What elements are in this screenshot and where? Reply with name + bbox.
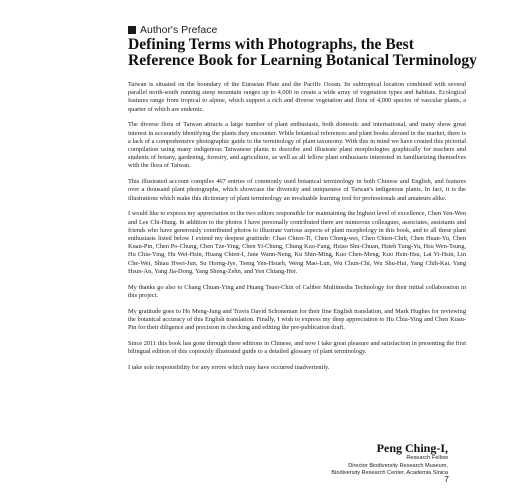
paragraph: Taiwan is situated on the boundary of the Eurasian Plate and the Pacific Ocean. Its subtropical location combined with several parallel north-south running steep mountain ranges up to 4,000 m create a wide array of vegetation types and habitats. Ecological features range from tropical to alpine, which support a rich and diverse vegetation and flora of 4,000 species of vascular plants, a quarter of which are endemic.	[128, 81, 466, 113]
paragraph: I would like to express my appreciation to the two editors responsible for maintaining the highest level of excellence, Chen Yen-Wen and Lee Chi-Hung. In addition to the photos I have personally contributed there are numerous colleagues, associates, assistants and friends who have generously contributed photos to illustrate various aspects of plant morphology in this book, and to all these plant enthusiasts listed below I extend my deepest gratitude: Chao Chien-Ti, Chen Cheng-wei, Chen Chien-Chih, Chen Huan-Yu, Chen Kuan-Pin, Chen Po-Chung, Chen Tze-Ying, Chen Yi-Chung, Chung Kuo-Fang, Hsiao Shu-Chuan, Hsieh Tung-Yu, Hsu Wen-Tsung, Hu Chia-Ying, Hu Wei-Hsin, Huang Chien-I, Jane Wann-Neng, Ku Shin-Ming, Kuo Chen-Meng, Kuo Hsin-Hsu, Lai Yi-Hsin, Lin Che-Wei, Shiau Hwei-Jun, Su Horng-Jye, Tseng Yen-Hsueh, Weng Mao-Lun, Wu Chun-Chi, Wu Shu-Hui, Yang Chih-Kai, Yang Hsun-An, Yang Jia-Dong, Yang Sheng-Zehn, and Yen Chiang-Her.	[128, 210, 466, 275]
paragraph: My gratitude goes to Ho Meng-Jung and Travis David Schoneman for their fine English translation, and Mark Hughes for reviewing the botanical accuracy of this English translation. Finally, I wish to express my deep appreciation to Hu Chia-Ying and Chen Kuan-Pin for their diligence and precision in checking and editing the pre-publication draft.	[128, 307, 466, 332]
paragraph: This illustrated account compiles 467 entries of commonly used botanical terminology in both Chinese and English, and features over a thousand plant photographs, which showcase the diversity and uniqueness of Taiwan's indigenous plants. In fact, it is the illustrations which make this dictionary of plant terminology an invaluable learning tool for professionals and amateurs alike.	[128, 178, 466, 202]
author-name: Peng Ching-I,	[376, 441, 448, 455]
section-label	[128, 24, 217, 36]
paragraph: Since 2011 this book has gone through three editions in Chinese, and now I take great pleasure and satisfaction in presenting the first bilingual edition of this copiously illustrated guide to a detailed glossary of plant terminology.	[128, 339, 466, 356]
author-position: Director Biodiversity Research Museum,	[348, 462, 448, 469]
title-line-2: Reference Book for Learning Botanical Terminology	[128, 52, 477, 69]
paragraph: I take sole responsibility for any errors which may have occurred inadvertently.	[128, 363, 330, 371]
paragraph: My thanks go also to Chang Chuan-Ying and Huang Tsuei-Chin of Caliber Multimedia Technology for their initial collaboration in this project.	[128, 283, 466, 299]
paragraph: The diverse flora of Taiwan attracts a large number of plant enthusiasts, both domestic and international, and many show great interest in accurately identifying the plants they encounter. While botanical references and plant books abound in the market, there is a lack of a comprehensive photographic guide to the terminology of plant taxonomy. With this in mind we have created this pictorial compilation using many indigenous Taiwanese plants to describe and illustrate plant morphologies graphically for teachers and students of botany, gardening, forestry, and agriculture, as well as all fellow plant enthusiasts interested in familiarizing themselves with the flora of Taiwan.	[128, 121, 466, 170]
page-number: 7	[444, 474, 449, 484]
title-line-1: Defining Terms with Photographs, the Best	[128, 36, 414, 53]
preface-body	[128, 81, 466, 380]
signature-block	[188, 442, 448, 478]
section-marker-icon	[128, 26, 136, 34]
section-label-text: Author's Preface	[140, 24, 218, 36]
page-title	[128, 37, 478, 69]
author-affiliation: Biodiversity Research Center, Academia Sinica	[331, 470, 448, 477]
author-title: Research Fellow	[406, 455, 448, 461]
